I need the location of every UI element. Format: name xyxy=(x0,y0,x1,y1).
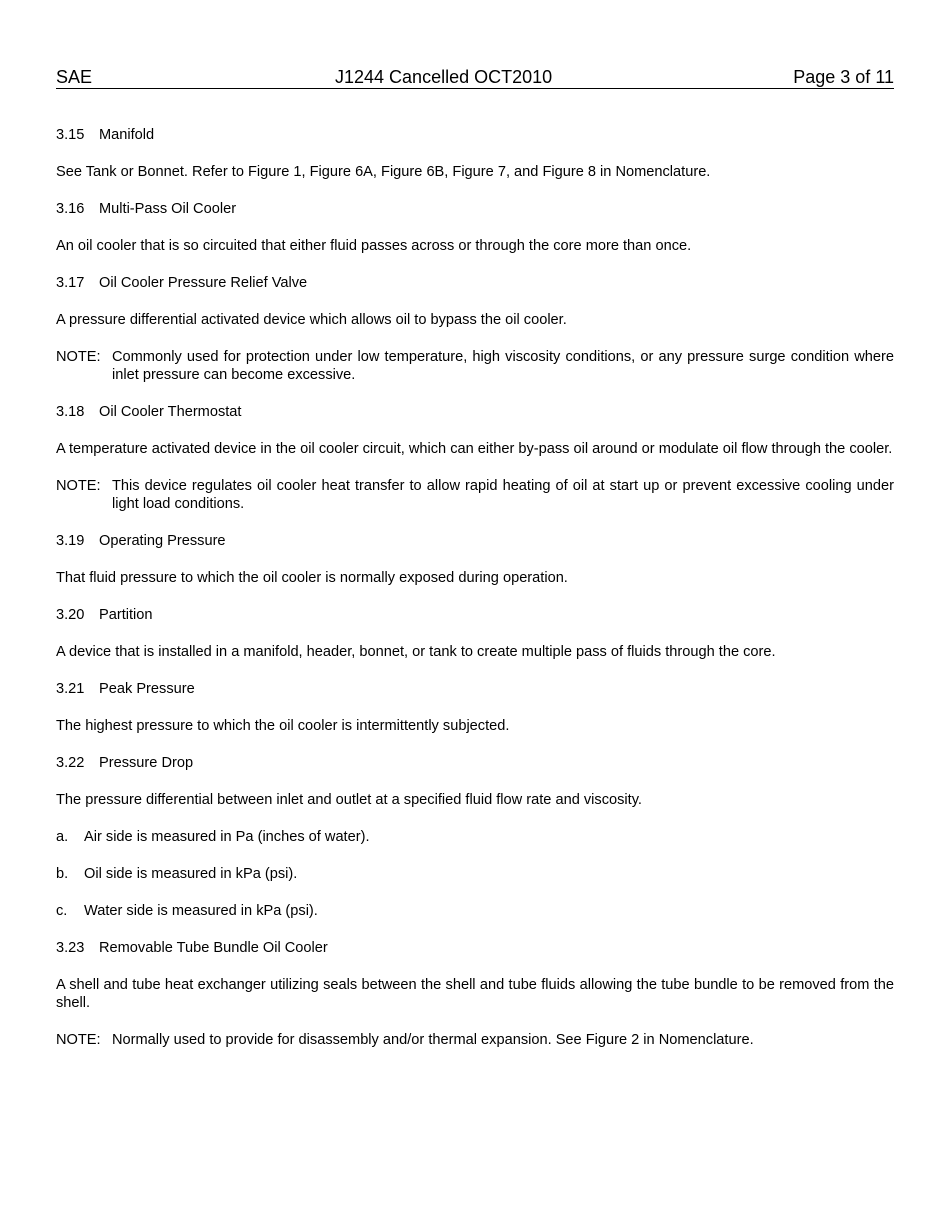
list-item xyxy=(56,828,894,846)
list-marker: b. xyxy=(56,866,69,882)
list-text: Air side is measured in Pa (inches of water). xyxy=(84,829,370,845)
section-heading-3-18 xyxy=(56,403,894,421)
section-title: Oil Cooler Thermostat xyxy=(99,404,242,420)
section-number: 3.17 xyxy=(56,275,85,291)
section-note-3-17 xyxy=(56,348,894,384)
list-text: Oil side is measured in kPa (psi). xyxy=(84,866,298,882)
section-body-3-20: A device that is installed in a manifold, header, bonnet, or tank to create multiple pass of fluids through the core. xyxy=(56,644,776,660)
section-number: 3.15 xyxy=(56,127,85,143)
header-organization: SAE xyxy=(56,67,93,87)
section-heading-3-23 xyxy=(56,939,894,957)
section-body-3-22: The pressure differential between inlet and outlet at a specified fluid flow rate and viscosity. xyxy=(56,792,642,808)
list-item xyxy=(56,865,894,883)
section-body-3-16: An oil cooler that is so circuited that either fluid passes across or through the core more than once. xyxy=(56,238,692,254)
section-note-3-18 xyxy=(56,477,894,513)
header-document-id: J1244 Cancelled OCT2010 xyxy=(335,67,553,87)
note-text: This device regulates oil cooler heat transfer to allow rapid heating of oil at start up or prevent excessive cooling under light load conditions. xyxy=(112,478,894,512)
header-page-number: Page 3 of 11 xyxy=(793,67,894,87)
section-title: Manifold xyxy=(99,127,155,143)
section-body-3-18: A temperature activated device in the oil cooler circuit, which can either by-pass oil around or modulate oil flow through the cooler. xyxy=(56,441,893,457)
note-label: NOTE: xyxy=(56,478,101,494)
list-marker: a. xyxy=(56,829,69,845)
section-heading-3-16 xyxy=(56,200,894,218)
section-title: Removable Tube Bundle Oil Cooler xyxy=(99,940,328,956)
section-body-3-17: A pressure differential activated device which allows oil to bypass the oil cooler. xyxy=(56,312,567,328)
document-body xyxy=(56,126,894,1068)
list-item xyxy=(56,902,894,920)
section-body-3-23: A shell and tube heat exchanger utilizing seals between the shell and tube fluids allowing the tube bundle to be removed from the shell. xyxy=(56,977,894,1011)
section-body-3-15: See Tank or Bonnet. Refer to Figure 1, Figure 6A, Figure 6B, Figure 7, and Figure 8 in Nomenclature. xyxy=(56,164,711,180)
section-title: Partition xyxy=(99,607,153,623)
section-heading-3-17 xyxy=(56,274,894,292)
section-heading-3-20 xyxy=(56,606,894,624)
section-title: Operating Pressure xyxy=(99,533,226,549)
section-number: 3.21 xyxy=(56,681,85,697)
section-title: Peak Pressure xyxy=(99,681,195,697)
section-number: 3.23 xyxy=(56,940,85,956)
section-title: Pressure Drop xyxy=(99,755,194,771)
section-title: Oil Cooler Pressure Relief Valve xyxy=(99,275,308,291)
section-number: 3.22 xyxy=(56,755,85,771)
section-heading-3-21 xyxy=(56,680,894,698)
section-number: 3.20 xyxy=(56,607,85,623)
list-text: Water side is measured in kPa (psi). xyxy=(84,903,318,919)
section-number: 3.19 xyxy=(56,533,85,549)
section-body-3-21: The highest pressure to which the oil cooler is intermittently subjected. xyxy=(56,718,510,734)
note-label: NOTE: xyxy=(56,349,101,365)
page-header xyxy=(56,66,894,89)
note-text: Normally used to provide for disassembly and/or thermal expansion. See Figure 2 in Nomenclature. xyxy=(112,1032,754,1048)
section-note-3-23 xyxy=(56,1031,894,1049)
section-number: 3.18 xyxy=(56,404,85,420)
section-number: 3.16 xyxy=(56,201,85,217)
section-title: Multi-Pass Oil Cooler xyxy=(99,201,237,217)
note-label: NOTE: xyxy=(56,1032,101,1048)
section-heading-3-22 xyxy=(56,754,894,772)
section-heading-3-19 xyxy=(56,532,894,550)
note-text: Commonly used for protection under low temperature, high viscosity conditions, or any pressure surge condition where inlet pressure can become excessive. xyxy=(112,349,894,383)
section-body-3-19: That fluid pressure to which the oil cooler is normally exposed during operation. xyxy=(56,570,568,586)
list-marker: c. xyxy=(56,903,68,919)
section-heading-3-15 xyxy=(56,126,894,144)
